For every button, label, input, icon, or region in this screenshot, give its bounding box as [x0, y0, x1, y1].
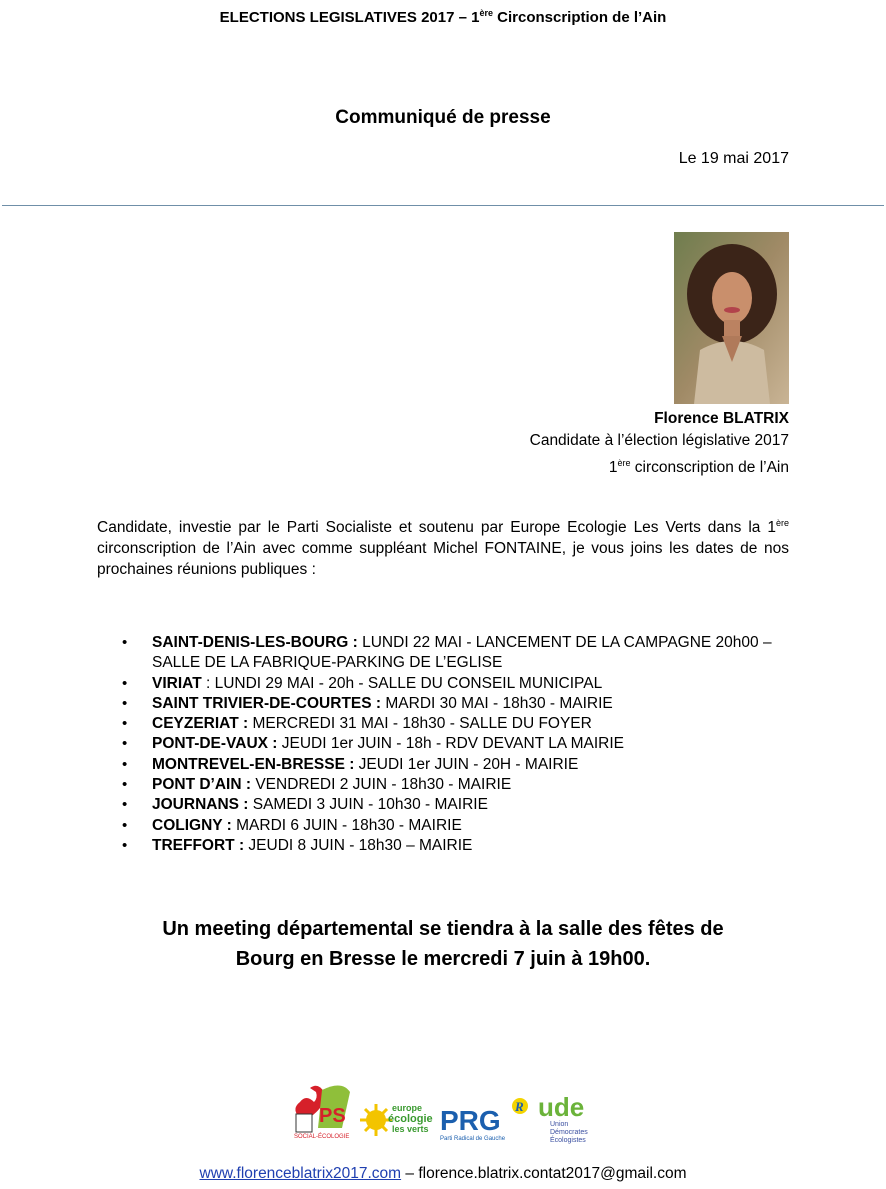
- intro-paragraph: Candidate, investie par le Parti Socialiste et soutenu par Europe Ecologie Les Verts dans la 1ère circonscription de l’Ain avec comme suppléant Michel FONTAINE, je vous joins les dates de nos prochaines réunions publiques :: [97, 518, 789, 579]
- candidate-name: Florence BLATRIX: [654, 410, 789, 427]
- bullet-icon: •: [122, 796, 128, 814]
- meetings-list: [97, 633, 797, 856]
- svg-text:ude: ude: [538, 1092, 585, 1122]
- prg-logo: [440, 1098, 528, 1142]
- list-item: • CEYZERIAT : MERCREDI 31 MAI - 18h30 - SALLE DU FOYER: [97, 714, 797, 734]
- svg-text:Parti Radical de Gauche: Parti Radical de Gauche: [440, 1136, 506, 1142]
- candidate-role: Candidate à l’élection législative 2017: [529, 432, 789, 449]
- svg-text:europe: europe: [392, 1103, 423, 1113]
- bullet-icon: •: [122, 735, 128, 753]
- ps-logo-subtitle: SOCIAL-ÉCOLOGIE: [294, 1134, 350, 1140]
- bullet-icon: •: [122, 694, 128, 712]
- svg-text:PRG: PRG: [440, 1105, 501, 1136]
- list-item: • SAINT TRIVIER-DE-COURTES : MARDI 30 MAI - 18h30 - MAIRIE: [97, 694, 797, 714]
- candidate-circonscription: 1ère circonscription de l’Ain: [608, 458, 789, 477]
- party-logos-graphic: [288, 1078, 608, 1148]
- svg-text:Union: Union: [550, 1121, 569, 1128]
- press-release-title: Communiqué de presse: [335, 107, 551, 128]
- bullet-icon: •: [122, 674, 128, 692]
- website-link[interactable]: www.florenceblatrix2017.com: [199, 1165, 402, 1182]
- contact-email: florence.blatrix.contat2017@gmail.com: [418, 1165, 687, 1182]
- ude-logo: [538, 1092, 588, 1144]
- list-item: • TREFFORT : JEUDI 8 JUIN - 18h30 – MAIRIE: [97, 836, 797, 856]
- footer-contact: www.florenceblatrix2017.com – florence.blatrix.contat2017@gmail.com: [199, 1165, 687, 1182]
- bullet-icon: •: [122, 715, 128, 733]
- departmental-meeting-note: Un meeting départemental se tiendra à la salle des fêtes de Bourg en Bresse le mercredi 7 juin à 19h00.: [162, 918, 724, 970]
- candidate-photo: [674, 232, 789, 404]
- svg-text:Démocrates: Démocrates: [550, 1129, 588, 1136]
- document-header: ELECTIONS LEGISLATIVES 2017 – 1ère Circonscription de l’Ain: [219, 8, 667, 26]
- ps-logo: [294, 1085, 350, 1140]
- header-divider: [2, 205, 884, 206]
- list-item: • MONTREVEL-EN-BRESSE : JEUDI 1er JUIN - 20H - MAIRIE: [97, 755, 797, 775]
- list-item: • PONT-DE-VAUX : JEUDI 1er JUIN - 18h - RDV DEVANT LA MAIRIE: [97, 734, 797, 754]
- svg-text:les verts: les verts: [392, 1124, 429, 1134]
- bullet-icon: •: [122, 776, 128, 794]
- bullet-icon: •: [122, 634, 128, 651]
- list-item: • JOURNANS : SAMEDI 3 JUIN - 10h30 - MAIRIE: [97, 795, 797, 815]
- candidate-signature: [530, 408, 789, 479]
- ps-logo-text: PS: [319, 1105, 346, 1127]
- list-item: • SAINT-DENIS-LES-BOURG : LUNDI 22 MAI - LANCEMENT DE LA CAMPAGNE 20h00 – SALLE DE LA FABRIQUE-PARKING DE L’EGLISE: [122, 634, 772, 672]
- svg-text:R: R: [515, 1099, 524, 1114]
- list-item: • COLIGNY : MARDI 6 JUIN - 18h30 - MAIRIE: [97, 816, 797, 836]
- svg-text:écologie: écologie: [388, 1113, 433, 1125]
- list-item: • PONT D’AIN : VENDREDI 2 JUIN - 18h30 - MAIRIE: [97, 775, 797, 795]
- svg-text:Écologistes: Écologistes: [550, 1137, 586, 1144]
- press-release-date: Le 19 mai 2017: [678, 150, 789, 167]
- list-item: • VIRIAT : LUNDI 29 MAI - 20h - SALLE DU CONSEIL MUNICIPAL: [97, 674, 797, 694]
- eelv-logo: [360, 1103, 433, 1136]
- bullet-icon: •: [122, 816, 128, 834]
- party-logos: [288, 1078, 608, 1148]
- bullet-icon: •: [122, 836, 128, 854]
- bullet-icon: •: [122, 755, 128, 773]
